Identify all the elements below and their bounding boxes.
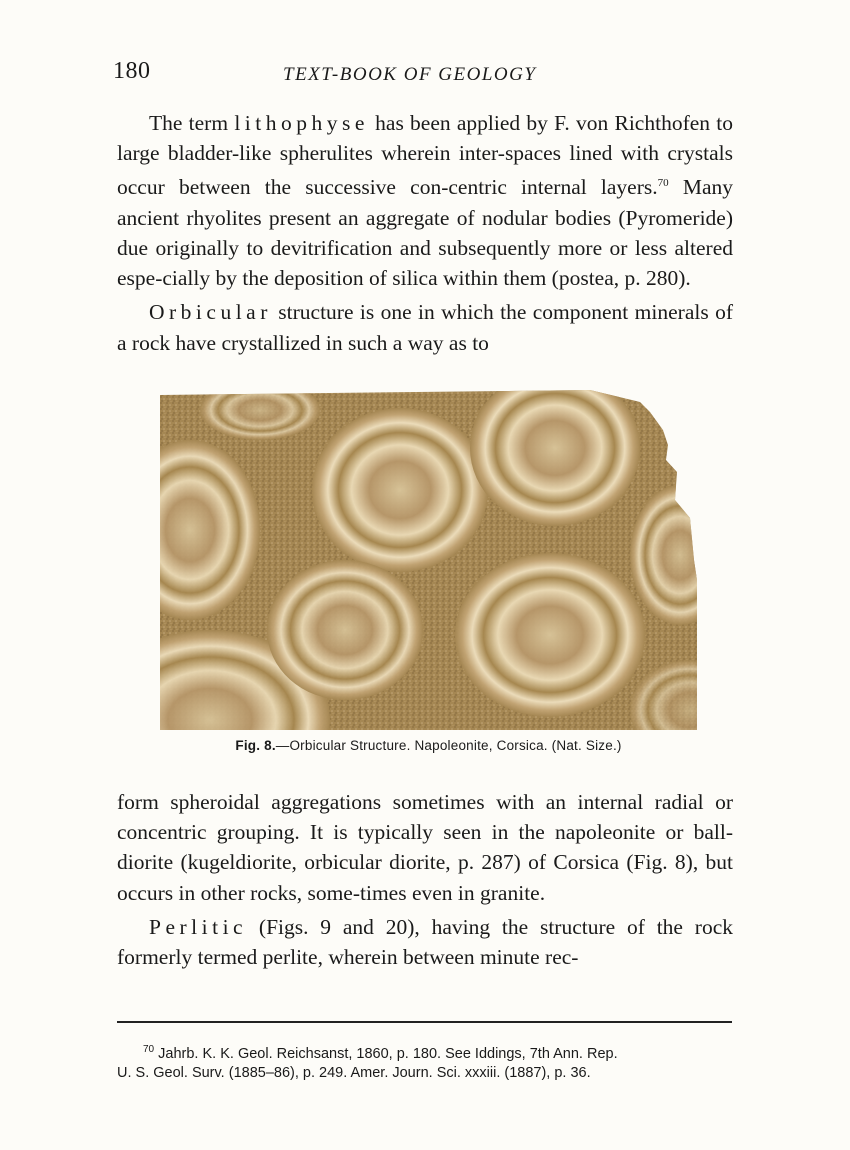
footnote-line-1 [117, 1040, 737, 1064]
term-lithophyse: lithophyse [234, 111, 369, 135]
paragraph-text: (Figs. 9 and 20), having the structure of the rock formerly termed perlite, wherein between minute rec- [117, 914, 733, 970]
paragraph-text: has been applied by F. von Richthofen to large bladder-like spherulites wherein inter-spaces lined with crystals occur between the successive con-centric internal layers. [117, 111, 733, 200]
figure-orbicular-structure [160, 390, 697, 730]
rock-specimen [160, 390, 697, 730]
body-text-bottom [117, 787, 733, 972]
body-text-top [117, 108, 733, 358]
paragraph-orbicular [117, 297, 733, 357]
paragraph-orbicular-continued: form spheroidal aggregations sometimes with an internal radial or concentric grouping. It is typically seen in the napoleonite or ball-diorite (kugeldiorite, orbicular diorite, p. 287) of Corsica (Fig. 8), but occurs in other rocks, some-times even in granite. [117, 790, 733, 905]
term-orbicular: Orbicular [149, 300, 272, 325]
paragraph-text: Many ancient rhyolites present an aggregate of nodular bodies (Pyromeride) due originally to devitrification and subsequently more or less altered espe-cially by the deposition of silica within them (postea, p. 280). [117, 175, 733, 291]
paragraph-perlitic [117, 912, 733, 972]
figure-caption [160, 738, 697, 754]
figure-label: Fig. 8. [235, 738, 276, 753]
footnote-number: 70 [143, 1044, 155, 1055]
footnote-text: Jahrb. K. K. Geol. Reichsanst, 1860, p. 180. See Iddings, 7th Ann. Rep. [154, 1045, 618, 1062]
running-title: TEXT-BOOK OF GEOLOGY [283, 64, 537, 85]
footnote-reference: 70 [657, 177, 669, 190]
paragraph-text: The term [149, 111, 235, 135]
caption-text: —Orbicular Structure. Napoleonite, Corsica. (Nat. Size.) [275, 738, 622, 753]
paragraph-lithophyse [117, 108, 733, 293]
footnote-rule [117, 1021, 732, 1023]
paragraph-text: structure is one in which the component minerals of a rock have crystallized in such a way as to [117, 300, 733, 355]
page-header [113, 58, 733, 92]
footnote [117, 1040, 737, 1083]
term-perlitic: Perlitic [149, 914, 248, 939]
orbicular-rock-image [160, 390, 697, 730]
footnote-line-2: U. S. Geol. Surv. (1885–86), p. 249. Amer. Journ. Sci. xxxiii. (1887), p. 36. [117, 1064, 591, 1081]
page-number: 180 [113, 58, 151, 84]
